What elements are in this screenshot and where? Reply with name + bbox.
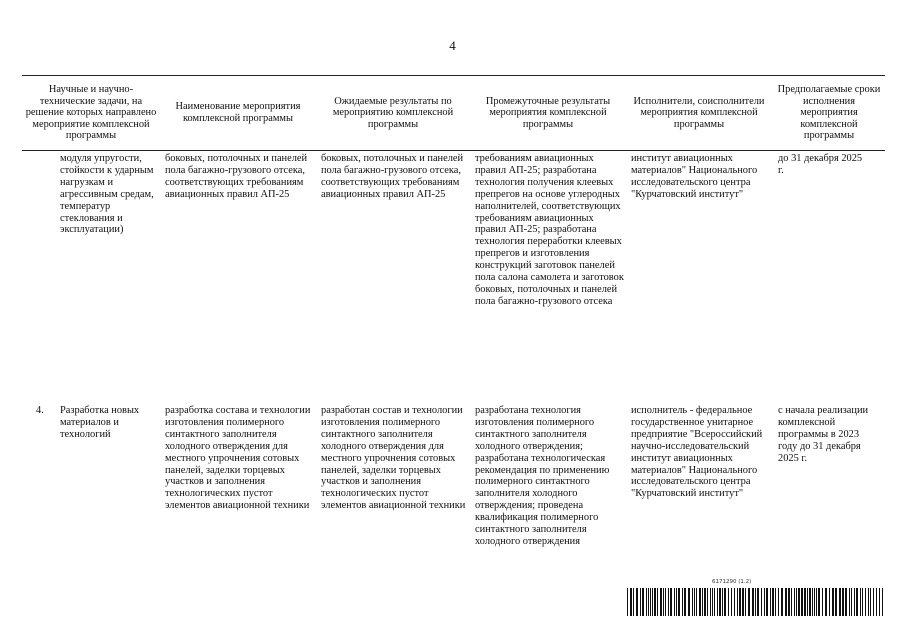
row1-executors: институт авиационных материалов" Национального исследовательского центра "Курчатовский институт"	[631, 153, 758, 200]
row1-deadlines: до 31 декабря 2025 г.	[778, 153, 863, 176]
row2-event-name: разработка состава и технологии изготовления полимерного синтактного заполнителя холодного отверждения для местного упрочнения сотовых панелей, заделки торцевых участков и заполнения технологических пустот элементов авиационной техники	[165, 405, 311, 512]
table-header-border	[22, 150, 885, 151]
row1-tasks: модуля упругости, стойкости к ударным нагрузкам и агрессивным средам, температур стеклования и эксплуатации)	[60, 153, 154, 236]
header-expected-results: Ожидаемые результаты по мероприятию комплексной программы	[332, 95, 454, 130]
page-number: 4	[449, 38, 456, 53]
row2-expected-results: разработан состав и технологии изготовления полимерного синтактного заполнителя холодного отверждения для местного упрочнения сотовых панелей, заделки торцевых участков и заполнения технологических пустот элементов авиационной техники	[321, 405, 466, 512]
row2-tasks: Разработка новых материалов и технологий	[60, 405, 140, 440]
row2-executors: исполнитель - федеральное государственное унитарное предприятие "Всероссийский научно-исследовательский институт авиационных материалов" Национального исследовательского центра "Курчатовский институт"	[631, 405, 763, 500]
row1-intermediate-results: требованиям авиационных правил АП-25; разработана технология получения клеевых препрегов на основе углеродных наполнителей, соответствующих требованиям авиационных правил АП-25; разработана технология переработки клеевых препрегов и изготовления конструкций заготовок панелей пола салона самолета и заготовок боковых, потолочных и панелей пола багажно-грузового отсека	[475, 153, 624, 307]
header-tasks: Научные и научно-технические задачи, на решение которых направлено мероприятие комплексной программы	[25, 84, 157, 142]
row2-number: 4.	[36, 405, 44, 416]
row1-expected-results: боковых, потолочных и панелей пола багажно-грузового отсека, соответствующих требованиям авиационных правил АП-25	[321, 153, 464, 200]
header-intermediate-results: Промежуточные результаты мероприятия комплексной программы	[485, 95, 611, 130]
header-event-name: Наименование мероприятия комплексной программы	[175, 101, 301, 124]
header-deadlines: Предполагаемые сроки исполнения мероприятия комплексной программы	[777, 84, 881, 142]
row1-event-name: боковых, потолочных и панелей пола багажно-грузового отсека, соответствующих требованиям авиационных правил АП-25	[165, 153, 308, 200]
barcode-text: 6171290 (1.2)	[712, 579, 752, 585]
row2-intermediate-results: разработана технология изготовления полимерного синтактного заполнителя холодного отверждения; разработана технологическая рекомендация по применению полимерного синтактного заполнителя холодного отверждения; проведена квалификация полимерного синтактного заполнителя холодного отверждения	[475, 405, 610, 547]
header-executors: Исполнители, соисполнители мероприятия комплексной программы	[633, 95, 765, 130]
barcode-icon	[627, 588, 885, 616]
row2-deadlines: с начала реализации комплексной программы в 2023 году до 31 декабря 2025 г.	[778, 405, 869, 464]
table-top-border	[22, 75, 885, 76]
